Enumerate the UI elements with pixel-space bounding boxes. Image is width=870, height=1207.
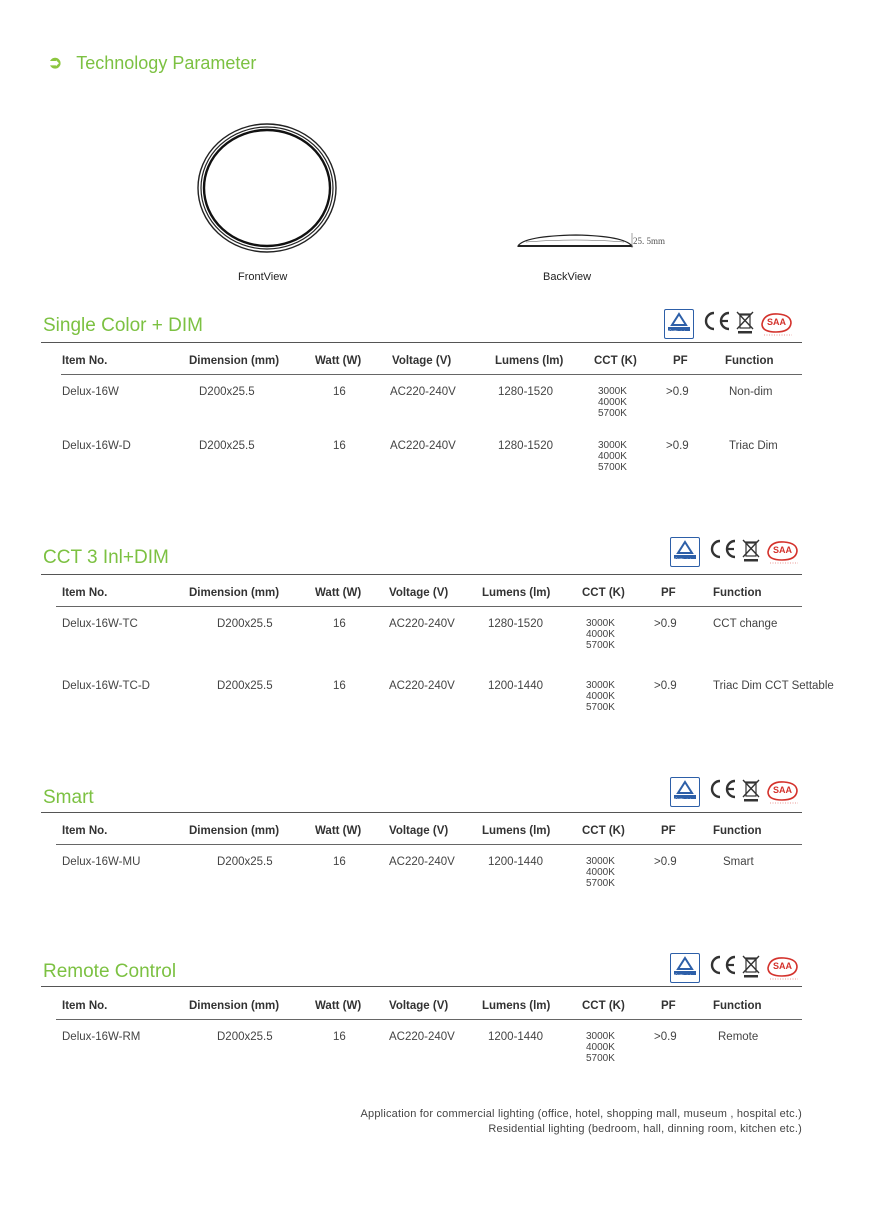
cell-dimension: D200x25.5 bbox=[217, 618, 273, 630]
cell-dimension: D200x25.5 bbox=[217, 1031, 273, 1043]
cell-voltage: AC220-240V bbox=[389, 856, 455, 868]
certification-logos bbox=[670, 537, 800, 567]
tuv-text: TÜVRheinland bbox=[673, 558, 697, 562]
column-header: Item No. bbox=[62, 1000, 108, 1012]
certification-logos bbox=[670, 953, 800, 983]
application-note bbox=[361, 1107, 803, 1137]
column-header: CCT (K) bbox=[582, 825, 625, 837]
column-header: PF bbox=[661, 825, 676, 837]
weee-icon bbox=[742, 538, 760, 567]
cell-pf: >0.9 bbox=[654, 856, 677, 868]
section-divider bbox=[41, 986, 802, 987]
cell-function: Triac Dim CCT Settable bbox=[713, 680, 834, 692]
section-title: CCT 3 Inl+DIM bbox=[43, 547, 169, 568]
cell-watt: 16 bbox=[333, 856, 346, 868]
cell-item: Delux-16W-TC bbox=[62, 618, 138, 630]
cell-voltage: AC220-240V bbox=[389, 1031, 455, 1043]
cct-value: 5700K bbox=[586, 1053, 615, 1064]
column-header: Watt (W) bbox=[315, 355, 362, 367]
cct-value: 5700K bbox=[586, 878, 615, 889]
cct-values bbox=[586, 1031, 615, 1064]
column-header: Dimension (mm) bbox=[189, 1000, 280, 1012]
column-header: PF bbox=[673, 355, 688, 367]
cct-value: 4000K bbox=[586, 867, 615, 878]
ce-icon bbox=[708, 954, 738, 982]
column-header: CCT (K) bbox=[594, 355, 637, 367]
cell-pf: >0.9 bbox=[654, 680, 677, 692]
column-header: Watt (W) bbox=[315, 587, 362, 599]
header-divider bbox=[61, 374, 802, 375]
cell-function: Smart bbox=[723, 856, 754, 868]
weee-icon bbox=[736, 310, 754, 339]
cell-function: Triac Dim bbox=[729, 440, 778, 452]
cct-value: 4000K bbox=[586, 691, 615, 702]
header-divider bbox=[56, 606, 802, 607]
cell-item: Delux-16W bbox=[62, 386, 119, 398]
column-header: Lumens (lm) bbox=[482, 587, 551, 599]
cct-value: 3000K bbox=[586, 680, 615, 691]
saa-icon bbox=[764, 954, 800, 982]
cell-lumens: 1280-1520 bbox=[498, 386, 553, 398]
cell-pf: >0.9 bbox=[666, 386, 689, 398]
page-title-text: Technology Parameter bbox=[76, 53, 257, 73]
column-header: Watt (W) bbox=[315, 1000, 362, 1012]
cell-item: Delux-16W-D bbox=[62, 440, 131, 452]
column-header: Item No. bbox=[62, 587, 108, 599]
cct-values bbox=[598, 386, 627, 419]
arrow-icon: ➲ bbox=[48, 53, 63, 72]
tuv-icon bbox=[670, 777, 700, 807]
saa-icon bbox=[764, 778, 800, 806]
cell-watt: 16 bbox=[333, 1031, 346, 1043]
section-title: Single Color + DIM bbox=[43, 315, 203, 336]
ce-icon bbox=[708, 778, 738, 806]
application-line-1: Application for commercial lighting (office, hotel, shopping mall, museum , hospital etc.) bbox=[360, 1108, 802, 1120]
cell-watt: 16 bbox=[333, 680, 346, 692]
cct-value: 3000K bbox=[598, 440, 627, 451]
cell-voltage: AC220-240V bbox=[390, 386, 456, 398]
section-title: Remote Control bbox=[43, 961, 177, 982]
cct-value: 5700K bbox=[598, 462, 627, 473]
column-header: Function bbox=[713, 587, 762, 599]
cell-watt: 16 bbox=[333, 386, 346, 398]
cct-values bbox=[586, 618, 615, 651]
back-view-label: BackView bbox=[543, 271, 592, 283]
cell-function: Remote bbox=[718, 1031, 759, 1043]
column-header: Function bbox=[725, 355, 774, 367]
cct-value: 5700K bbox=[586, 640, 615, 651]
cell-pf: >0.9 bbox=[666, 440, 689, 452]
cell-lumens: 1200-1440 bbox=[488, 1031, 543, 1043]
column-header: Voltage (V) bbox=[389, 587, 449, 599]
cell-dimension: D200x25.5 bbox=[199, 386, 255, 398]
cct-value: 3000K bbox=[586, 1031, 615, 1042]
certification-logos bbox=[664, 309, 794, 339]
column-header: Dimension (mm) bbox=[189, 825, 280, 837]
cell-dimension: D200x25.5 bbox=[199, 440, 255, 452]
saa-text: SAA bbox=[773, 961, 793, 971]
cct-value: 4000K bbox=[598, 397, 627, 408]
column-header: Voltage (V) bbox=[389, 1000, 449, 1012]
cell-voltage: AC220-240V bbox=[390, 440, 456, 452]
ce-icon bbox=[702, 310, 732, 338]
cct-values bbox=[586, 680, 615, 713]
saa-text: SAA bbox=[773, 545, 793, 555]
cell-lumens: 1200-1440 bbox=[488, 680, 543, 692]
cell-pf: >0.9 bbox=[654, 618, 677, 630]
cell-function: Non-dim bbox=[729, 386, 773, 398]
column-header: PF bbox=[661, 1000, 676, 1012]
height-dimension-label: 25. 5mm bbox=[633, 236, 666, 246]
tuv-icon bbox=[670, 537, 700, 567]
column-header: Voltage (V) bbox=[392, 355, 452, 367]
cct-value: 4000K bbox=[598, 451, 627, 462]
saa-icon bbox=[758, 310, 794, 338]
column-header: Lumens (lm) bbox=[495, 355, 564, 367]
cell-lumens: 1200-1440 bbox=[488, 856, 543, 868]
column-header: CCT (K) bbox=[582, 1000, 625, 1012]
column-header: PF bbox=[661, 587, 676, 599]
tuv-icon bbox=[664, 309, 694, 339]
column-header: Watt (W) bbox=[315, 825, 362, 837]
column-header: CCT (K) bbox=[582, 587, 625, 599]
section-divider bbox=[41, 812, 802, 813]
tuv-text: TÜVRheinland bbox=[667, 330, 691, 334]
cell-lumens: 1280-1520 bbox=[488, 618, 543, 630]
weee-icon bbox=[742, 778, 760, 807]
certification-logos bbox=[670, 777, 800, 807]
cct-values bbox=[586, 856, 615, 889]
cell-lumens: 1280-1520 bbox=[498, 440, 553, 452]
cct-value: 3000K bbox=[586, 856, 615, 867]
cct-value: 5700K bbox=[586, 702, 615, 713]
ce-icon bbox=[708, 538, 738, 566]
tuv-icon bbox=[670, 953, 700, 983]
column-header: Voltage (V) bbox=[389, 825, 449, 837]
column-header: Function bbox=[713, 1000, 762, 1012]
cct-value: 3000K bbox=[598, 386, 627, 397]
section-title: Smart bbox=[43, 787, 94, 808]
tuv-text: TÜVRheinland bbox=[673, 974, 697, 978]
weee-icon bbox=[742, 954, 760, 983]
cct-value: 5700K bbox=[598, 408, 627, 419]
cell-voltage: AC220-240V bbox=[389, 618, 455, 630]
front-view-label: FrontView bbox=[238, 271, 288, 283]
cct-value: 4000K bbox=[586, 629, 615, 640]
column-header: Item No. bbox=[62, 355, 108, 367]
application-line-2: Residential lighting (bedroom, hall, dinning room, kitchen etc.) bbox=[488, 1123, 802, 1135]
cell-item: Delux-16W-RM bbox=[62, 1031, 141, 1043]
section-divider bbox=[41, 574, 802, 575]
cell-function: CCT change bbox=[713, 618, 778, 630]
column-header: Lumens (lm) bbox=[482, 825, 551, 837]
section-divider bbox=[41, 342, 802, 343]
tuv-text: TÜVRheinland bbox=[673, 798, 697, 802]
cct-value: 3000K bbox=[586, 618, 615, 629]
cell-dimension: D200x25.5 bbox=[217, 680, 273, 692]
cct-values bbox=[598, 440, 627, 473]
cell-voltage: AC220-240V bbox=[389, 680, 455, 692]
header-divider bbox=[56, 1019, 802, 1020]
cct-value: 4000K bbox=[586, 1042, 615, 1053]
page-title bbox=[48, 53, 256, 73]
back-view-drawing bbox=[516, 230, 636, 250]
saa-icon bbox=[764, 538, 800, 566]
cell-item: Delux-16W-MU bbox=[62, 856, 141, 868]
column-header: Item No. bbox=[62, 825, 108, 837]
column-header: Lumens (lm) bbox=[482, 1000, 551, 1012]
cell-pf: >0.9 bbox=[654, 1031, 677, 1043]
column-header: Dimension (mm) bbox=[189, 355, 280, 367]
header-divider bbox=[56, 844, 802, 845]
cell-watt: 16 bbox=[333, 618, 346, 630]
saa-text: SAA bbox=[767, 317, 787, 327]
cell-dimension: D200x25.5 bbox=[217, 856, 273, 868]
column-header: Function bbox=[713, 825, 762, 837]
saa-text: SAA bbox=[773, 785, 793, 795]
column-header: Dimension (mm) bbox=[189, 587, 280, 599]
front-view-drawing bbox=[196, 122, 340, 254]
cell-item: Delux-16W-TC-D bbox=[62, 680, 150, 692]
cell-watt: 16 bbox=[333, 440, 346, 452]
